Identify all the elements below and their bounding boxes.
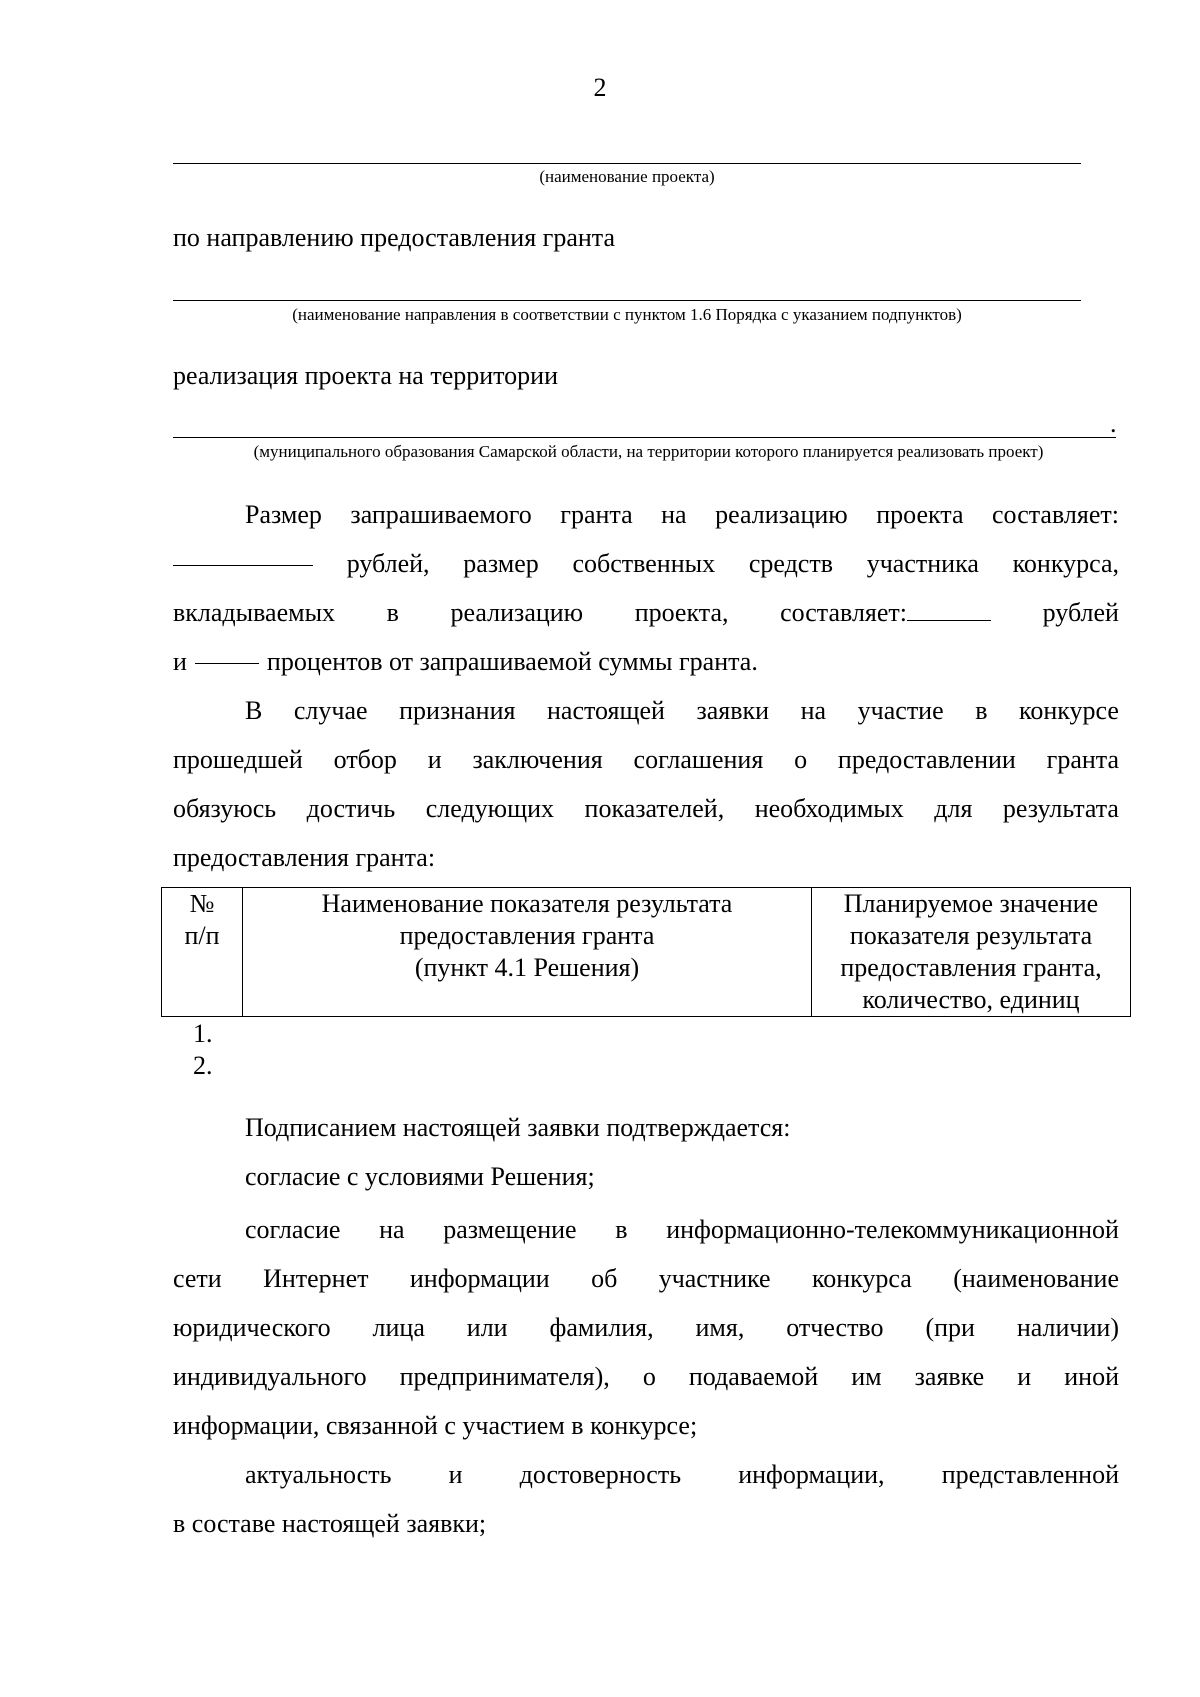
confirmation-item-2: согласие на размещение в информационно-телекоммуникационной сети Интернет информации об участнике конкурса (наименование юридического лица или фамилия, имя, отчество (при наличии) индивидуального предпринимателя), о подаваемой им заявке и иной информации, связанной с участием в конкурсе; xyxy=(173,1215,1119,1440)
direction-caption: (наименование направления в соответствии с пунктом 1.6 Порядка с указанием подпунктов) xyxy=(292,305,962,324)
table-row-number: 1. xyxy=(193,1019,213,1048)
direction-label: по направлению предоставления гранта xyxy=(173,223,615,252)
direction-line xyxy=(173,300,1081,301)
confirmation-intro: Подписанием настоящей заявки подтверждается: xyxy=(245,1113,791,1142)
col-indicator-name-header: Наименование показателя результата предоставления гранта (пункт 4.1 Решения) xyxy=(243,888,812,1017)
obligation-line-3: обязуюсь достичь следующих показателей, необходимых для результата xyxy=(173,794,1119,823)
project-name-line xyxy=(173,163,1081,164)
obligation-line-1: В случае признания настоящей заявки на участие в конкурсе xyxy=(245,696,1119,725)
grant-line-1: Размер запрашиваемого гранта на реализацию проекта составляет: xyxy=(245,500,1119,529)
grant-amount-blank xyxy=(173,539,313,566)
table-row-number: 2. xyxy=(193,1051,213,1080)
obligation-line-4: предоставления гранта: xyxy=(173,843,436,872)
grant-line-4: и процентов от запрашиваемой суммы гранта. xyxy=(173,637,1119,686)
indicators-table xyxy=(161,887,1131,1017)
grant-line-3: вкладываемых в реализацию проекта, составляет: рублей xyxy=(173,588,1119,637)
own-funds-blank xyxy=(907,594,991,621)
confirmation-item-3: актуальность и достоверность информации, представленной в составе настоящей заявки; xyxy=(173,1460,1119,1538)
table-header-row xyxy=(162,888,1131,1017)
col-planned-value-header: Планируемое значение показателя результата предоставления гранта, количество, единиц xyxy=(812,888,1131,1017)
col-number-header: № п/п xyxy=(162,888,243,1017)
obligation-line-2: прошедшей отбор и заключения соглашения о предоставлении гранта xyxy=(173,745,1119,774)
grant-paragraph xyxy=(173,490,1119,686)
grant-line-2: рублей, размер собственных средств участника конкурса, xyxy=(173,539,1119,588)
confirmation-item-1: согласие с условиями Решения; xyxy=(245,1162,595,1191)
territory-label: реализация проекта на территории xyxy=(173,361,559,390)
percent-blank xyxy=(195,637,259,664)
territory-caption: (муниципального образования Самарской области, на территории которого планируется реализовать проект) xyxy=(253,442,1044,461)
territory-period: . xyxy=(1110,409,1117,438)
territory-line xyxy=(173,437,1116,438)
project-name-caption: (наименование проекта) xyxy=(539,167,715,186)
page-number: 2 xyxy=(593,73,607,102)
obligation-paragraph xyxy=(173,686,1119,882)
